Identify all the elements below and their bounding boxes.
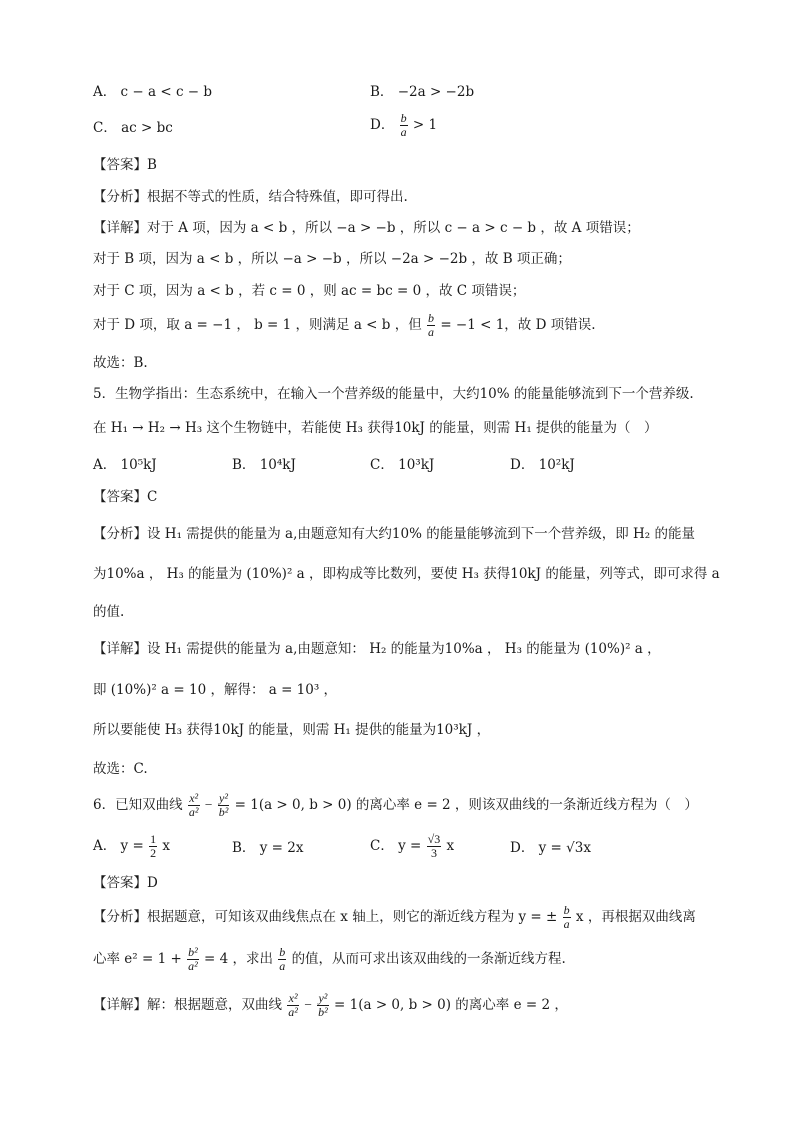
q6-stem-pre: 6．已知双曲线 — [93, 797, 183, 813]
q5-detail-2: 即 (10%)² a = 10 ，解得： a = 10³ ， — [93, 682, 338, 698]
q6-option-d: D． y = √3x — [510, 840, 591, 856]
q4-answer: 【答案】B — [93, 157, 157, 173]
q4-detail-3: 对于 C 项，因为 a < b ，若 c = 0 ，则 ac = bc = 0 ，故 C 项错误； — [93, 283, 526, 299]
q4-detail-2: 对于 B 项，因为 a < b ，所以 −a > −b ，所以 −2a > −2b ，故 B 项正确； — [93, 251, 571, 267]
q5-analysis-2: 为10%a ， H₃ 的能量为 (10%)² a ，即构成等比数列，要使 H₃ 获得10kJ 的能量，列等式，即可求得 a — [93, 566, 720, 582]
q6-option-a-pre: A． y = — [93, 838, 144, 854]
q5-option-c: C． 10³kJ — [370, 457, 435, 473]
q6-option-a-post: x — [162, 838, 170, 854]
q6-option-c-pre: C． y = — [370, 838, 422, 854]
q6-analysis-2-mid: = 4 ，求出 — [203, 951, 273, 967]
q6-stem-post: = 1(a > 0, b > 0) 的离心率 e = 2 ，则该双曲线的一条渐近线方程为（ ） — [234, 797, 698, 813]
fraction-x2-over-a2: $\frac{\text{x²}}{\text{a²}}$ — [188, 791, 199, 819]
q4-option-c: C． ac > bc — [93, 120, 173, 136]
q6-answer: 【答案】D — [93, 875, 158, 891]
q6-detail-post: = 1(a > 0, b > 0) 的离心率 e = 2 ， — [334, 997, 568, 1013]
q4-detail-1: 【详解】对于 A 项，因为 a < b ，所以 −a > −b ，所以 c − a > c − b ，故 A 项错误； — [93, 220, 640, 236]
q4-detail-4-pre: 对于 D 项，取 a = −1 ， b = 1 ，则满足 a < b ，但 — [93, 317, 422, 333]
q6-analysis-2-post: 的值，从而可求出该双曲线的一条渐近线方程. — [291, 951, 566, 967]
fraction-b-over-a: $\frac{b}{a}$ — [563, 903, 570, 931]
fraction-y2-over-b2: $\frac{\text{y²}}{\text{b²}}$ — [318, 991, 328, 1019]
q6-analysis-1 — [93, 904, 696, 931]
q4-choice: 故选：B. — [93, 355, 148, 371]
q5-detail-3: 所以要能使 H₃ 获得10kJ 的能量，则需 H₁ 提供的能量为10³kJ ， — [93, 722, 491, 738]
fraction-y2-over-b2: $\frac{\text{y²}}{\text{b²}}$ — [218, 791, 229, 819]
q6-option-c — [370, 833, 454, 860]
q4-option-d — [370, 112, 437, 139]
q6-analysis-2 — [93, 946, 566, 973]
q5-stem-2: 在 H₁ → H₂ → H₃ 这个生物链中，若能使 H₃ 获得10kJ 的能量，则需 H₁ 提供的能量为（ ） — [93, 420, 658, 436]
fraction-sqrt3-over-3: $\frac{√3}{3}$ — [427, 832, 441, 860]
fraction-x2-over-a2: $\frac{\text{x²}}{\text{a²}}$ — [288, 991, 298, 1019]
q6-option-b: B． y = 2x — [232, 840, 304, 856]
q6-option-c-post: x — [446, 838, 455, 854]
q5-stem-1: 5．生物学指出：生态系统中，在输入一个营养级的能量中，大约10% 的能量能够流到下一个营养级. — [93, 386, 694, 402]
fraction-1-over-2: $\frac{1}{2}$ — [150, 832, 157, 860]
q4-detail-4-post: = −1 < 1，故 D 项错误. — [440, 317, 596, 333]
q5-option-d: D． 10²kJ — [510, 457, 575, 473]
q4-option-a: A． c − a < c − b — [93, 84, 213, 100]
q4-option-b: B． −2a > −2b — [370, 84, 475, 100]
q6-option-a — [93, 833, 170, 860]
q4-detail-4 — [93, 312, 596, 339]
q6-stem: 6．已知双曲线 $\frac{\text{x²}}{\text{a²}}$ − $\frac{\text{y²}}{\text{b²}}$ = 1(a > 0, b > 0) 的离心率 e = 2 ，则该双曲线的一条渐近线方程为（ ） — [93, 791, 698, 819]
q5-option-b: B． 10⁴kJ — [232, 457, 296, 473]
q5-choice: 故选：C. — [93, 761, 148, 777]
q6-detail: 【详解】解：根据题意，双曲线 $\frac{\text{x²}}{\text{a²}}$ − $\frac{\text{y²}}{\text{b²}}$ = 1(a > 0, b > 0) 的离心率 e = 2 ， — [93, 991, 568, 1019]
q5-option-a: A． 10⁵kJ — [93, 457, 157, 473]
q4-option-d-suffix: > 1 — [412, 117, 438, 133]
q5-detail-1: 【详解】设 H₁ 需提供的能量为 a,由题意知： H₂ 的能量为10%a ， H₃ 的能量为 (10%)² a ， — [93, 641, 661, 657]
q5-analysis-1: 【分析】设 H₁ 需提供的能量为 a,由题意知有大约10% 的能量能够流到下一个营养级，即 H₂ 的能量 — [93, 526, 695, 542]
fraction-b-over-a: $\frac{b}{a}$ — [279, 945, 286, 973]
q6-analysis-2-pre: 心率 e² = 1 + — [93, 951, 182, 967]
q5-answer: 【答案】C — [93, 489, 158, 505]
fraction-b-over-a: $\frac{b}{a}$ — [400, 111, 407, 139]
fraction-b2-over-a2: $\frac{\text{b²}}{\text{a²}}$ — [188, 945, 198, 973]
q4-option-d-prefix: D． — [370, 117, 395, 133]
fraction-b-over-a: $\frac{b}{a}$ — [428, 311, 435, 339]
q5-analysis-3: 的值. — [93, 604, 125, 620]
q6-detail-pre: 【详解】解：根据题意，双曲线 — [93, 997, 282, 1013]
q6-analysis-1-post: x ，再根据双曲线离 — [575, 909, 696, 925]
q6-analysis-1-pre: 【分析】根据题意，可知该双曲线焦点在 x 轴上，则它的渐近线方程为 y = ± — [93, 909, 558, 925]
q4-analysis: 【分析】根据不等式的性质，结合特殊值，即可得出. — [93, 189, 408, 205]
